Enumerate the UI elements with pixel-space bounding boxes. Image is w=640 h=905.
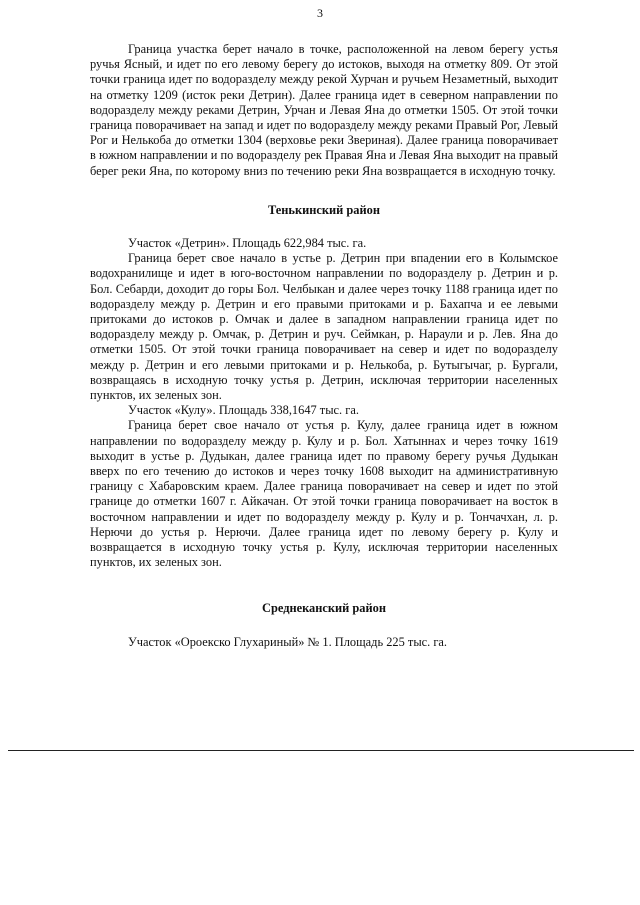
spacer xyxy=(90,571,558,601)
plot-description-kulu: Граница берет свое начало от устья р. Кулу, далее граница идет в южном направлении по водоразделу между р. Кулу и р. Бол. Хатыннах и через точку 1619 выходит в устье р. Дудыкан, далее граница идет по правому берегу ручья Дудыкан вверх по его течению до истоков и через точку 1608 выходит на административную границу с Хабаровским краем. Далее граница поворачивает на север и идет по этой границе до отметки 1607 г. Айкачан. От этой точки граница поворачивает на восток в восточном направлении и идет по водоразделу между р. Кулу и р. Тончачхан, л. р. Нерючи до устья р. Нерючи. Далее граница идет по левому берегу р. Кулу и возвращается в исходную точку устья р. Кулу, исключая территории населенных пунктов, их зеленых зон. xyxy=(90,418,558,570)
page-number: 3 xyxy=(317,6,323,20)
spacer xyxy=(90,616,558,635)
plot-title-detrin: Участок «Детрин». Площадь 622,984 тыс. га. xyxy=(128,236,367,251)
footer-divider xyxy=(8,750,634,751)
section-heading-tenkinsky: Тенькинский район xyxy=(268,202,380,217)
intro-paragraph: Граница участка берет начало в точке, расположенной на левом берегу устья ручья Ясный, и идет по его левому берегу до истоков, выходя на отметку 809. От этой точки граница идет по водоразделу между рекой Хурчан и ручьем Незаметный, выходит на отметку 1209 (исток реки Детрин). Далее граница идет в северном направлении по водоразделу между реками Детрин, Урчан и Левая Яна до отметки 1505. От этой точки граница поворачивает на запад и идет по водоразделу между реками Правый Рог, Левый Рог и Нелькоба до отметки 1304 (верховье реки Звериная). Далее граница поворачивает в южном направлении и по водоразделу рек Правая Яна и Левая Яна выходит на правый берег реки Яна, по которому вниз по течению реки Яна возвращается в исходную точку. xyxy=(90,42,558,178)
plot-title-kulu: Участок «Кулу». Площадь 338,1647 тыс. га. xyxy=(128,403,359,418)
spacer xyxy=(90,179,558,203)
spacer xyxy=(90,218,558,236)
section-heading-srednekansky: Среднеканский район xyxy=(262,600,386,615)
plot-description-detrin: Граница берет свое начало в устье р. Детрин при впадении его в Колымское водохранилище и идет в юго-восточном направлении по водоразделу р. Детрин и р. Бол. Себарди, доходит до горы Бол. Челбыкан и далее через точку 1188 граница идет по водоразделу между р. Детрин и его правыми притоками и р. Бахапча и ее левыми притоками до истоков р. Омчак и далее в западном направлении граница идет по водоразделу между р. Омчак, р. Детрин и руч. Сеймкан, р. Нараули и р. Лев. Яна до отметки 1505. От этой точки граница поворачивает на север и идет по водоразделу между р. Детрин и его левыми притоками и р. Нелькоба, р. Бутыгычаг, р. Бургали, возвращаясь в исходную точку устья р. Детрин, исключая территории населенных пунктов, их зеленых зон. xyxy=(90,251,558,403)
document-body xyxy=(90,42,558,650)
plot-title-oroeksko: Участок «Ороекско Глухариный» № 1. Площадь 225 тыс. га. xyxy=(128,634,448,649)
